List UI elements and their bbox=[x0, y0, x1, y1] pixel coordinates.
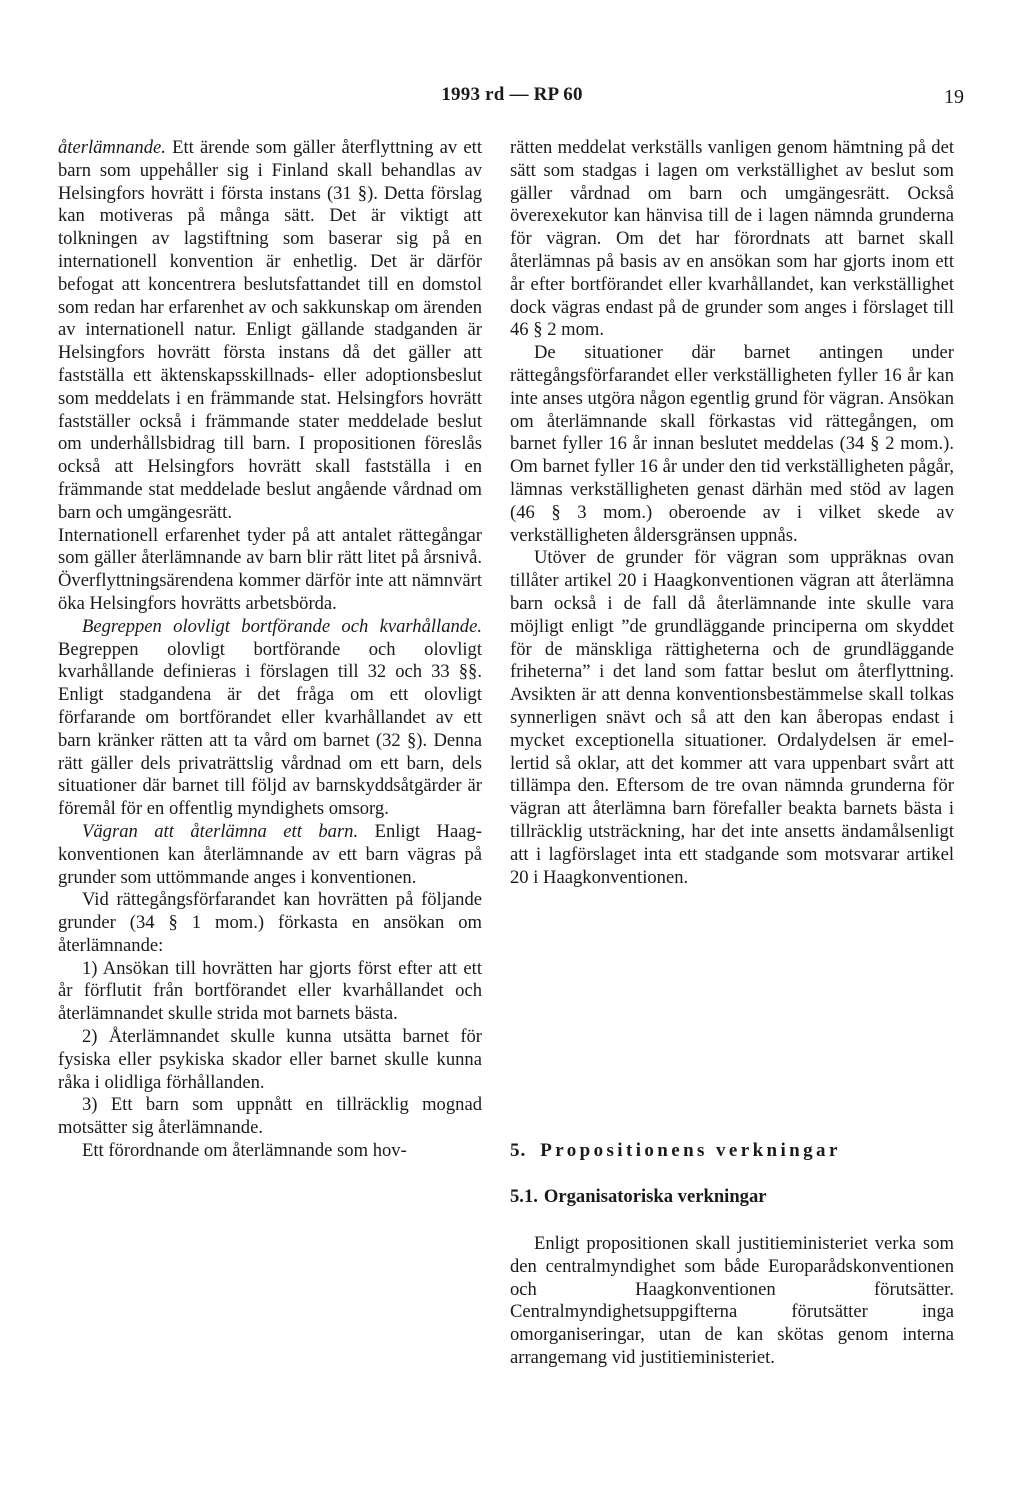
subsection-title: Organisatoriska verkningar bbox=[543, 1186, 767, 1207]
list-item: 1) Ansökan till hovrätten har gjorts först efter att ett år förflutit från bortförandet eller kvarhållandet och återlämnandet skulle strida mot barnets bästa. bbox=[58, 957, 482, 1025]
paragraph bbox=[58, 137, 482, 525]
italic-lead: återlämnande. bbox=[58, 137, 166, 158]
italic-heading: Begreppen olovligt bortförande och kvarhållande. bbox=[82, 615, 482, 637]
paragraph: Ett förordnande om återlämnande som hov- bbox=[82, 1140, 407, 1162]
section-number: 5. bbox=[510, 1140, 527, 1161]
section-heading bbox=[510, 1140, 841, 1162]
paragraph: Enligt propositionen skall justitieministeriet verka som den centralmyndighet som både Europarådskonventionen och Haagkonventionen förutsätter. Centralmyndighetsuppgifterna förutsätter inga omorganiseringar, utan de kan skötas genom interna arrangemang vid justitieministeriet. bbox=[510, 1233, 954, 1368]
left-column bbox=[58, 137, 482, 1163]
paragraph bbox=[58, 821, 482, 889]
running-head: 1993 rd — RP 60 bbox=[441, 84, 583, 105]
list-item: 3) Ett barn som uppnått en tillräcklig mognad motsätter sig återlämnande. bbox=[58, 1094, 482, 1139]
paragraph: Utöver de grunder för vägran som uppräknas ovan tillåter artikel 20 i Haagkonventionen vägran att återlämna barn också i de fall då återlämnande inte skulle vara möjligt enligt ”de grundläggande principerna om skyddet för de mänskliga rättigheterna och de grundläggande friheterna” i det land som fattar beslut om återflyttning. Avsikten är att denna konventionsbestämmelse skall tolkas synnerligen snävt och så att den kan åberopas endast i mycket exceptionella situationer. Ordalydelsen är emellertid så oklar, att det kommer att vara uppenbart svårt att tillämpa den. Eftersom de tre ovan nämnda grunderna för vägran att återlämna barn förefaller beakta barnets bästa i tillräcklig utsträckning, har det inte ansetts ändamålsenligt att i lagförslaget inta ett stadgande som motsvarar artikel 20 i Haagkonventionen. bbox=[510, 547, 954, 888]
paragraph-text: Ett ärende som gäller återflyttning av ett barn som uppehåller sig i Finland skall behandlas av Helsingfors hovrätt i första instans (31 §). Detta förslag kan motiveras på många sätt. Det är viktigt att tolkningen av lagstiftning som baserar sig på en internationell konvention är enhetlig. Det är därför befogat att koncentrera beslutsfattandet till en domstol som redan har erfarenhet av och sakkunskap om ärenden av internationell natur. Enligt gällande stadganden är Helsingfors hovrätt första instans då det gäller att fastställa ett äktenskapsskillnads- eller adoptionsbeslut som meddelats i en främmande stat. Helsingfors hovrätt fastställer också i främmande stater meddelade beslut om underhållsbidrag till barn. I propositionen föreslås också att Helsingfors hovrätt skall fastställa i en främmande stat meddelade beslut angående vårdnad om barn och umgängesrätt. bbox=[58, 137, 482, 523]
subsection-heading bbox=[510, 1186, 767, 1208]
paragraph: Vid rättegångsförfarandet kan hovrätten på följande grunder (34 § 1 mom.) förkasta en ansökan om återlämnande: bbox=[58, 889, 482, 956]
list-item: 2) Återlämnandet skulle kunna utsätta barnet för fysiska eller psykiska skador eller barnet skulle kunna råka i olidliga förhållanden. bbox=[58, 1026, 482, 1093]
section-title: Propositionens verkningar bbox=[540, 1140, 841, 1161]
page-number: 19 bbox=[944, 86, 964, 108]
paragraph: Internationell erfarenhet tyder på att antalet rättegångar som gäller återlämnande av barn blir rätt litet på årsnivå. Överflyttningsärendena kommer därför inte att nämnvärt öka Helsingfors hovrätts arbetsbörda. bbox=[58, 524, 482, 614]
paragraph-text: Enligt Haagkonventionen kan återlämnande av ett barn vägras på grunder som uttömmande anges i konventionen. bbox=[58, 820, 482, 888]
subsection-number: 5.1. bbox=[510, 1186, 538, 1207]
italic-heading: Vägran att återlämna ett barn. bbox=[82, 820, 359, 842]
right-column-lower bbox=[510, 1233, 954, 1370]
paragraph bbox=[58, 616, 482, 821]
paragraph-text: Begreppen olovligt bortförande och olovligt kvarhållande definieras i förslagen till 32 och 33 §§. Enligt stadgandena är det fråga om ett olovligt förfarande om bortförandet eller kvarhållandet av ett barn kränker rätten att ta vård om barnet (32 §). Denna rätt gäller dels privaträttslig vårdnad om ett barn, dels situationer där barnet till följd av barnskyddsåtgärder är föremål för en offentlig myndighets omsorg. bbox=[58, 638, 482, 820]
right-column bbox=[510, 137, 954, 889]
paragraph: rätten meddelat verkställs vanligen genom hämtning på det sätt som stadgas i lagen om verkställighet av beslut som gäller vårdnad om barn och umgängesrätt. Också överexekutor kan hänvisa till de i lagen nämnda grunderna för vägran. Om det har förordnats att barnet skall återlämnas på basis av en ansökan som har gjorts inom ett år efter bortförandet eller kvarhållandet, kan verkställighet dock vägras endast på de grunder som anges i förslaget till 46 § 2 mom. bbox=[510, 137, 954, 341]
paragraph: De situationer där barnet antingen under rättegångsförfarandet eller verkställigheten fyller 16 år kan inte anses utgöra någon egentlig grund för vägran. Ansökan om återlämnande skall förkastas vid rättegången, om barnet fyller 16 år innan beslutet meddelas (34 § 2 mom.). Om barnet fyller 16 år under den tid verkställigheten pågår, lämnas verkställigheten genast därhän med stöd av lagen (46 § 3 mom.) oberoende av i vilket skede av verkställigheten åldersgränsen uppnås. bbox=[510, 342, 954, 546]
page-header bbox=[0, 84, 1024, 114]
